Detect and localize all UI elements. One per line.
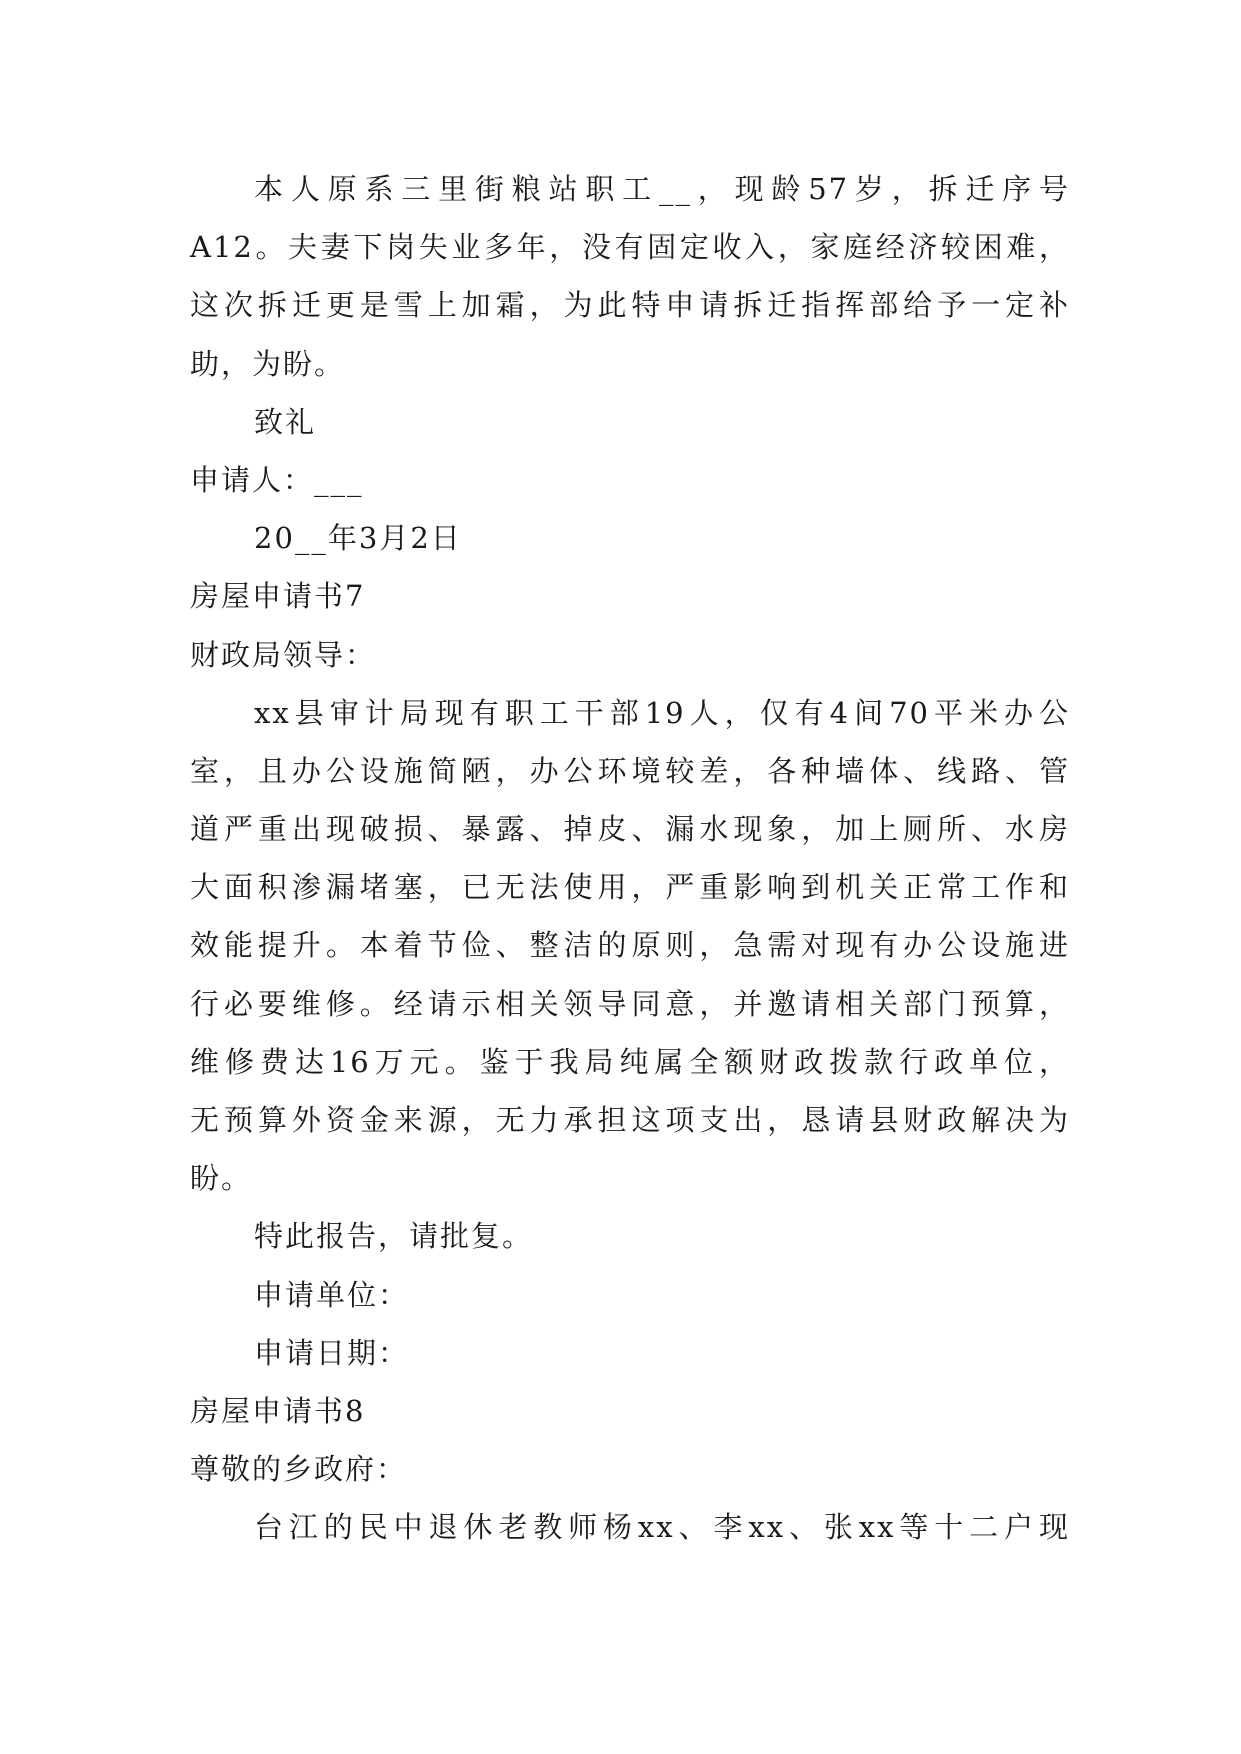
paragraph-line: 效能提升。本着节俭、整洁的原则，急需对现有办公设施进 <box>190 928 1070 963</box>
paragraph-line: 行必要维修。经请示相关领导同意，并邀请相关部门预算， <box>190 986 1070 1021</box>
application-date: 申请日期： <box>254 1335 410 1370</box>
paragraph-line: 盼。 <box>190 1161 253 1196</box>
paragraph-line: 大面积渗漏堵塞，已无法使用，严重影响到机关正常工作和 <box>190 870 1070 905</box>
paragraph-line: A12。夫妻下岗失业多年，没有固定收入，家庭经济较困难， <box>190 230 1070 265</box>
salutation: 致礼 <box>254 404 317 439</box>
applicant-unit: 申请单位： <box>254 1277 410 1312</box>
section-heading: 房屋申请书7 <box>190 579 366 614</box>
paragraph-line: 这次拆迁更是雪上加霜，为此特申请拆迁指挥部给予一定补 <box>190 288 1070 323</box>
paragraph-line: xx县审计局现有职工干部19人，仅有4间70平米办公 <box>254 695 1070 730</box>
paragraph-line: 无预算外资金来源，无力承担这项支出，恳请县财政解决为 <box>190 1103 1070 1137</box>
document-body <box>190 160 1070 1557</box>
applicant-line: 申请人：___ <box>190 462 364 497</box>
paragraph-line: 本人原系三里街粮站职工__，现龄57岁，拆迁序号 <box>254 172 1070 206</box>
addressee: 财政局领导： <box>190 637 377 672</box>
closing-line: 特此报告，请批复。 <box>254 1219 534 1254</box>
addressee: 尊敬的乡政府： <box>190 1452 408 1487</box>
paragraph-line: 道严重出现破损、暴露、掉皮、漏水现象，加上厕所、水房 <box>190 812 1070 847</box>
paragraph-line: 维修费达16万元。鉴于我局纯属全额财政拨款行政单位， <box>190 1044 1070 1079</box>
date-line: 20__年3月2日 <box>254 521 462 556</box>
section-heading: 房屋申请书8 <box>190 1393 366 1428</box>
paragraph-line: 台江的民中退休老教师杨xx、李xx、张xx等十二户现 <box>254 1510 1070 1545</box>
paragraph-line: 助，为盼。 <box>190 346 346 381</box>
paragraph-line: 室，且办公设施简陋，办公环境较差，各种墙体、线路、管 <box>190 753 1070 788</box>
